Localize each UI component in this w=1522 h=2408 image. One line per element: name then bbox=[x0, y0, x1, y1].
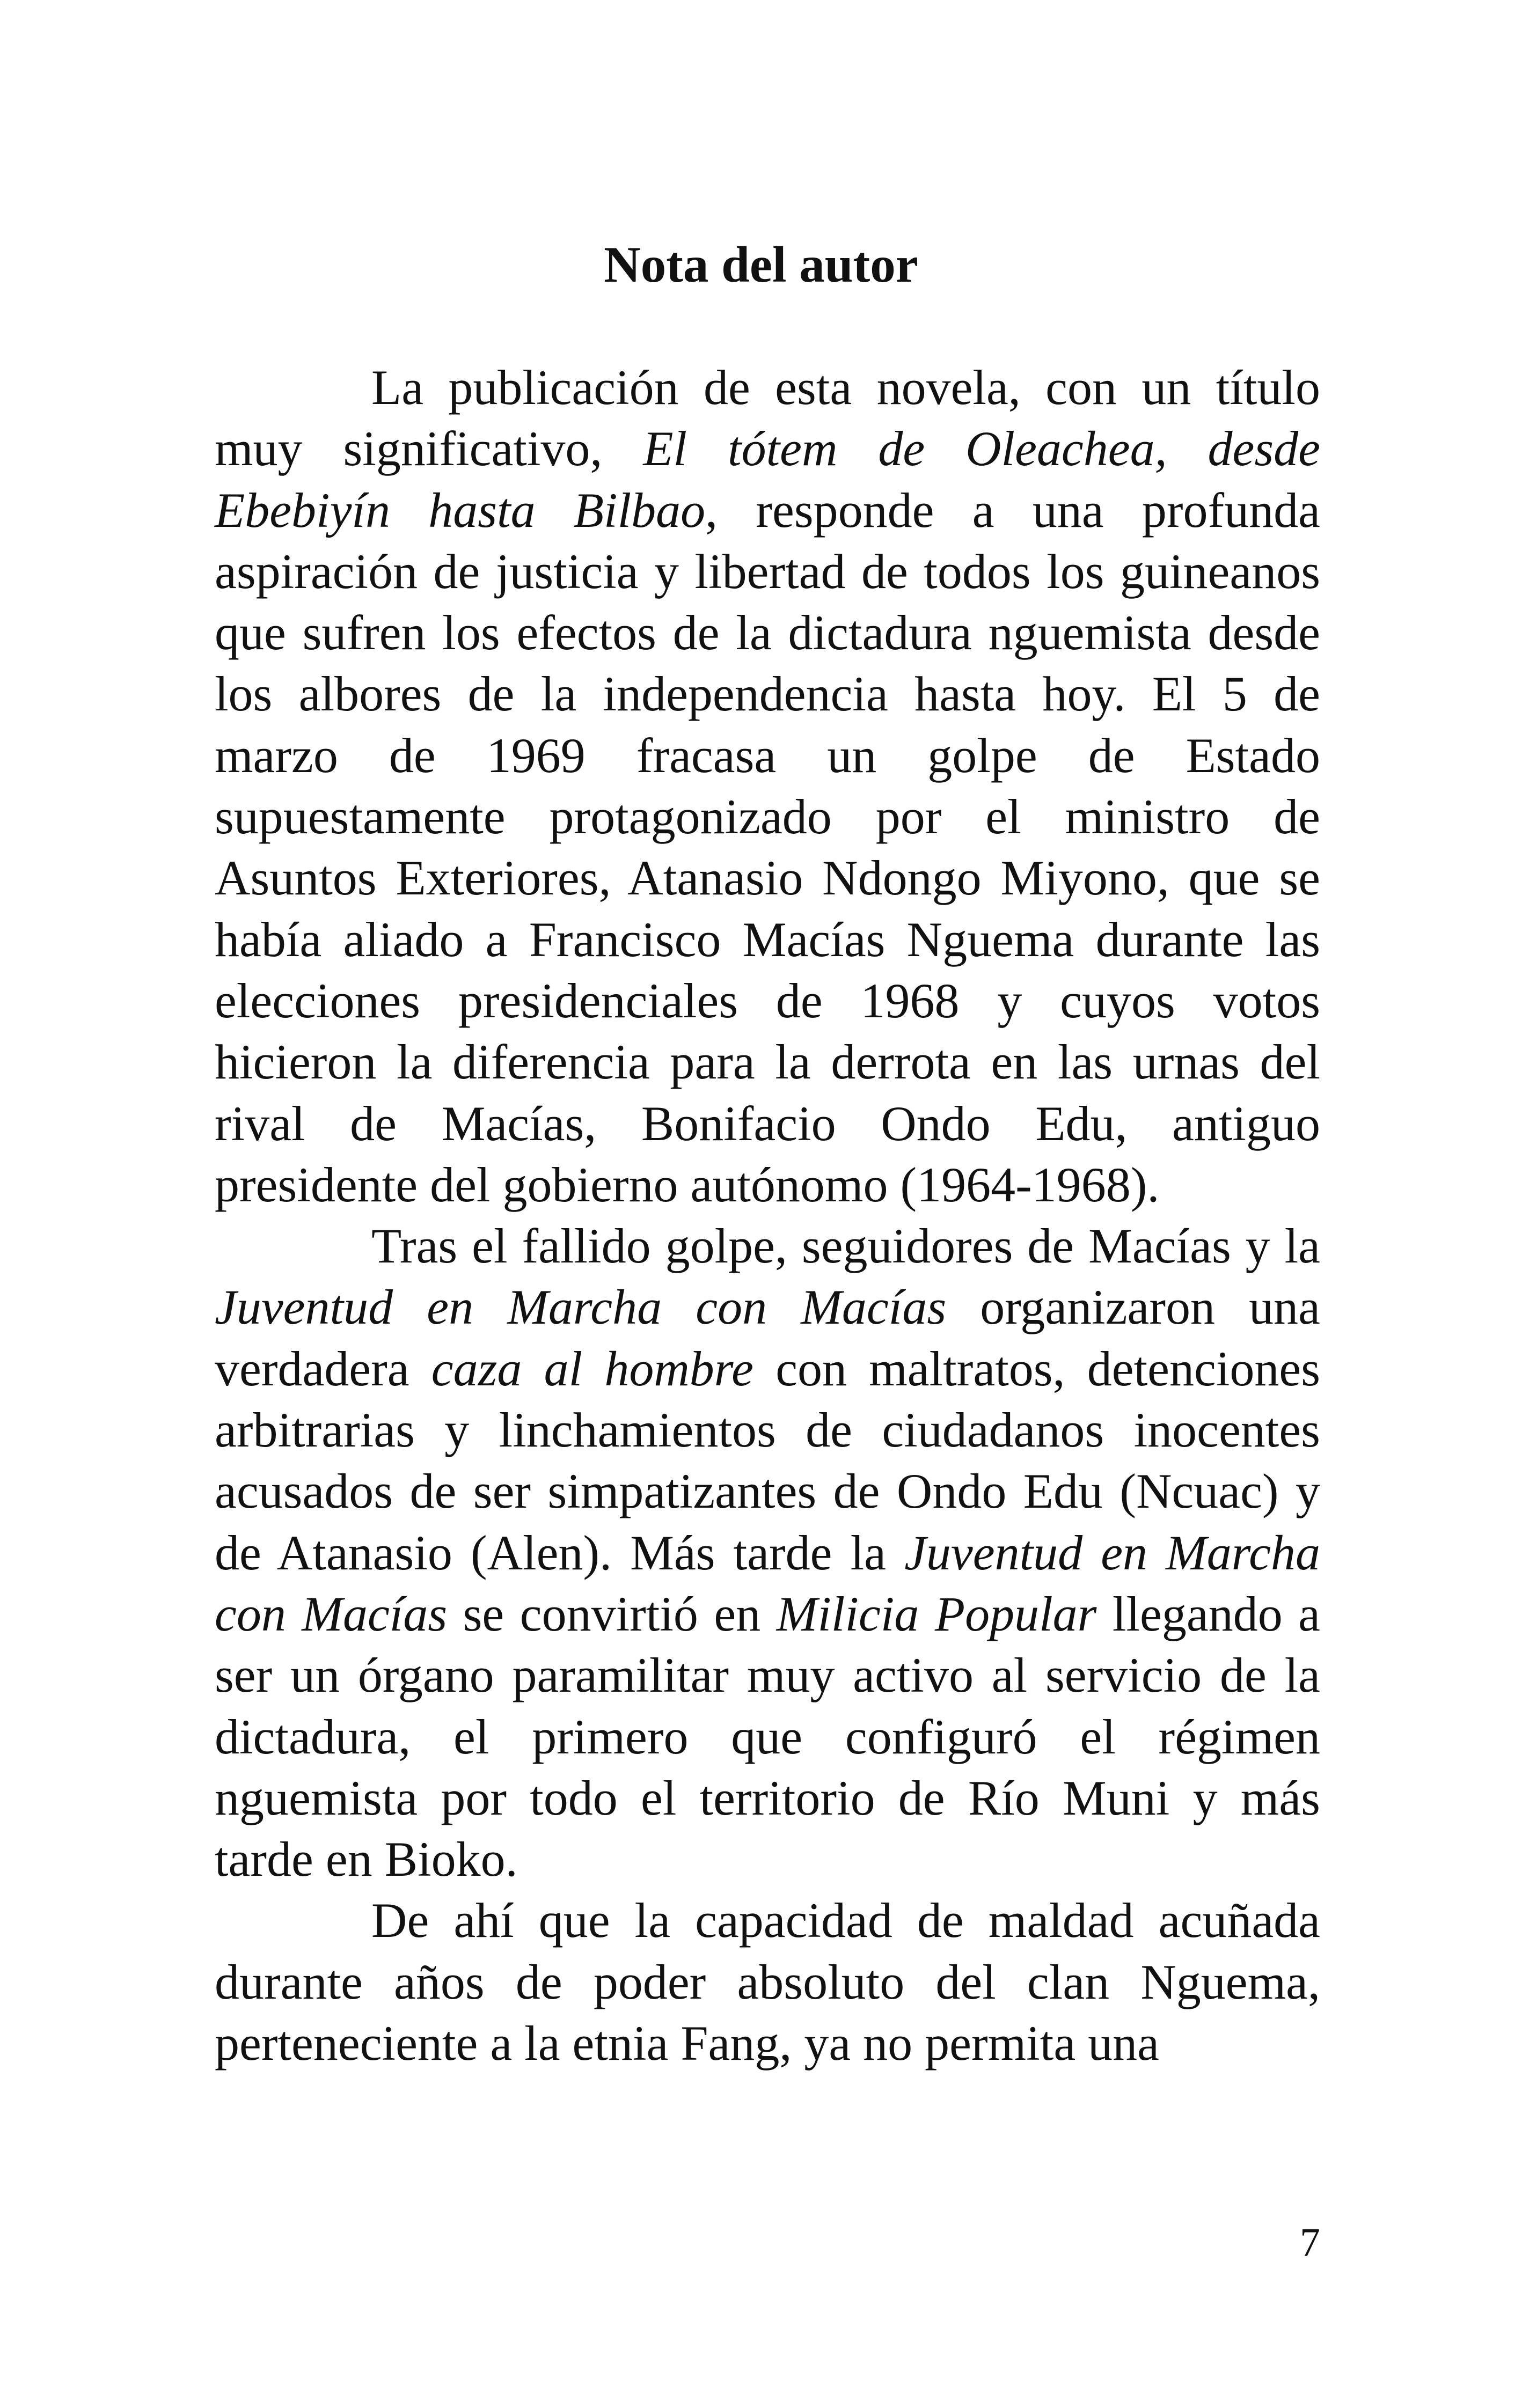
italic-phrase: Milicia Popular bbox=[776, 1586, 1097, 1641]
paragraph-2-text: llegando a ser un órgano paramilitar muy activo al servicio de la dictadura, el primero que configuró el régimen nguemista por todo el territorio de Río Muni y más tarde en Bioko. bbox=[215, 1586, 1321, 1887]
paragraph-2 bbox=[215, 1215, 1320, 1890]
paragraph-2-text: se convirtió en bbox=[447, 1586, 777, 1641]
paragraph-1 bbox=[215, 357, 1320, 1215]
paragraph-1-text: La publicación de esta novela, con un título muy significativo, bbox=[215, 360, 1320, 476]
italic-phrase: caza al hombre bbox=[431, 1341, 754, 1396]
paragraph-2-text: Tras el fallido golpe, seguidores de Macías y la bbox=[371, 1218, 1320, 1274]
paragraph-1-text: , responde a una profunda aspiración de justicia y libertad de todos los guineanos que sufren los efectos de la dictadura nguemista desde los albores de la independencia hasta hoy. El 5 de marzo de 1969 fracasa un golpe de Estado supuestamente protagonizado por el ministro de Asuntos Exteriores, Atanasio Ndongo Miyono, que se había aliado a Francisco Macías Nguema durante las elecciones presidenciales de 1968 y cuyos votos hicieron la diferencia para la derrota en las urnas del rival de Macías, Bonifacio Ondo Edu, antiguo presidente del gobierno autónomo (1964-1968). bbox=[215, 482, 1320, 1212]
page-number: 7 bbox=[1300, 2220, 1320, 2265]
italic-phrase: Juventud en Marcha con Macías bbox=[215, 1280, 947, 1335]
paragraph-2-text: organizaron una verdadera bbox=[215, 1280, 1320, 1396]
paragraph-3-text: De ahí que la capacidad de maldad acuñada durante años de poder absoluto del clan Nguema, perteneciente a la etnia Fang, ya no permita una bbox=[215, 1893, 1320, 2071]
italic-phrase: Juventud en Marcha con Macías bbox=[215, 1525, 1320, 1641]
page-title: Nota del autor bbox=[604, 236, 918, 293]
paragraph-2-text: con maltratos, detenciones arbitrarias y linchamientos de ciudadanos inocentes acusados de ser simpatizantes de Ondo Edu (Ncuac) y de Atanasio (Alen). Más tarde la bbox=[215, 1341, 1320, 1580]
paragraph-3 bbox=[215, 1890, 1320, 2074]
book-title: El tótem de Oleachea, desde Ebebiyín hasta Bilbao bbox=[215, 421, 1320, 538]
body-text bbox=[215, 357, 1320, 2074]
